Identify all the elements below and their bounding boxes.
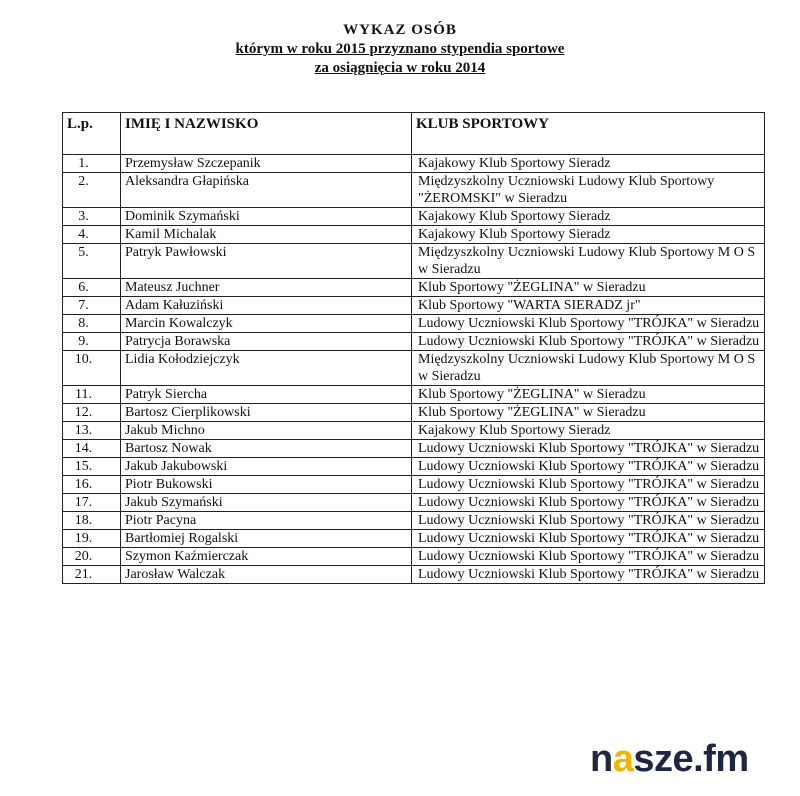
row-number: 6. [63, 279, 121, 297]
row-number: 15. [63, 458, 121, 476]
table-row [63, 476, 765, 494]
row-number: 7. [63, 297, 121, 315]
person-name: Szymon Kaźmierczak [121, 548, 412, 566]
table-row [63, 315, 765, 333]
person-name: Patryk Pawłowski [121, 244, 412, 279]
scholarship-table [62, 112, 765, 584]
table-row [63, 173, 765, 208]
person-name: Przemysław Szczepanik [121, 155, 412, 173]
club-name: Międzyszkolny Uczniowski Ludowy Klub Sportowy "ŻEROMSKI" w Sieradzu [412, 173, 765, 208]
person-name: Jarosław Walczak [121, 566, 412, 584]
row-number: 12. [63, 404, 121, 422]
logo-prefix: n [590, 738, 613, 780]
row-number: 4. [63, 226, 121, 244]
club-name: Ludowy Uczniowski Klub Sportowy "TRÓJKA" w Sieradzu [412, 476, 765, 494]
table-row [63, 279, 765, 297]
club-name: Międzyszkolny Uczniowski Ludowy Klub Sportowy M O S w Sieradzu [412, 351, 765, 386]
club-name: Klub Sportowy "ŻEGLINA" w Sieradzu [412, 279, 765, 297]
person-name: Bartosz Nowak [121, 440, 412, 458]
table-row [63, 351, 765, 386]
club-name: Ludowy Uczniowski Klub Sportowy "TRÓJKA" w Sieradzu [412, 315, 765, 333]
row-number: 18. [63, 512, 121, 530]
person-name: Bartłomiej Rogalski [121, 530, 412, 548]
person-name: Mateusz Juchner [121, 279, 412, 297]
row-number: 19. [63, 530, 121, 548]
table-row [63, 566, 765, 584]
person-name: Adam Kałuziński [121, 297, 412, 315]
document-title: WYKAZ OSÓB [343, 22, 457, 38]
person-name: Jakub Michno [121, 422, 412, 440]
table-row [63, 244, 765, 279]
club-name: Klub Sportowy "ŻEGLINA" w Sieradzu [412, 386, 765, 404]
table-row [63, 530, 765, 548]
header-name: IMIĘ I NAZWISKO [121, 113, 412, 155]
person-name: Lidia Kołodziejczyk [121, 351, 412, 386]
club-name: Kajakowy Klub Sportowy Sieradz [412, 155, 765, 173]
club-name: Ludowy Uczniowski Klub Sportowy "TRÓJKA" w Sieradzu [412, 548, 765, 566]
club-name: Międzyszkolny Uczniowski Ludowy Klub Sportowy M O S w Sieradzu [412, 244, 765, 279]
person-name: Patrycja Borawska [121, 333, 412, 351]
club-name: Klub Sportowy "WARTA SIERADZ jr" [412, 297, 765, 315]
person-name: Aleksandra Głapińska [121, 173, 412, 208]
logo-accent: a [612, 738, 634, 780]
club-name: Ludowy Uczniowski Klub Sportowy "TRÓJKA" w Sieradzu [412, 530, 765, 548]
logo-suffix: sze.fm [633, 738, 749, 780]
club-name: Ludowy Uczniowski Klub Sportowy "TRÓJKA" w Sieradzu [412, 512, 765, 530]
person-name: Patryk Siercha [121, 386, 412, 404]
table-row [63, 226, 765, 244]
club-name: Klub Sportowy "ŻEGLINA" w Sieradzu [412, 404, 765, 422]
row-number: 20. [63, 548, 121, 566]
row-number: 8. [63, 315, 121, 333]
row-number: 17. [63, 494, 121, 512]
document-subtitle: którym w roku 2015 przyznano stypendia sportowe [235, 41, 565, 57]
club-name: Kajakowy Klub Sportowy Sieradz [412, 208, 765, 226]
row-number: 14. [63, 440, 121, 458]
row-number: 5. [63, 244, 121, 279]
row-number: 9. [63, 333, 121, 351]
club-name: Kajakowy Klub Sportowy Sieradz [412, 422, 765, 440]
document-subtitle-year: za osiągnięcia w roku 2014 [314, 60, 486, 76]
table-header-row [63, 113, 765, 155]
row-number: 13. [63, 422, 121, 440]
table-row [63, 440, 765, 458]
table-row [63, 404, 765, 422]
row-number: 1. [63, 155, 121, 173]
person-name: Kamil Michalak [121, 226, 412, 244]
club-name: Ludowy Uczniowski Klub Sportowy "TRÓJKA" w Sieradzu [412, 440, 765, 458]
row-number: 11. [63, 386, 121, 404]
person-name: Dominik Szymański [121, 208, 412, 226]
table-row [63, 386, 765, 404]
person-name: Piotr Bukowski [121, 476, 412, 494]
row-number: 21. [63, 566, 121, 584]
person-name: Jakub Szymański [121, 494, 412, 512]
table-row [63, 297, 765, 315]
club-name: Ludowy Uczniowski Klub Sportowy "TRÓJKA" w Sieradzu [412, 566, 765, 584]
person-name: Piotr Pacyna [121, 512, 412, 530]
row-number: 2. [63, 173, 121, 208]
table-row [63, 208, 765, 226]
club-name: Ludowy Uczniowski Klub Sportowy "TRÓJKA" w Sieradzu [412, 458, 765, 476]
row-number: 10. [63, 351, 121, 386]
table-row [63, 512, 765, 530]
table-row [63, 333, 765, 351]
row-number: 16. [63, 476, 121, 494]
person-name: Jakub Jakubowski [121, 458, 412, 476]
club-name: Ludowy Uczniowski Klub Sportowy "TRÓJKA" w Sieradzu [412, 494, 765, 512]
table-row [63, 422, 765, 440]
header-club: KLUB SPORTOWY [412, 113, 765, 155]
club-name: Ludowy Uczniowski Klub Sportowy "TRÓJKA" w Sieradzu [412, 333, 765, 351]
header-lp: L.p. [63, 113, 121, 155]
table-row [63, 155, 765, 173]
club-name: Kajakowy Klub Sportowy Sieradz [412, 226, 765, 244]
watermark-logo [590, 738, 749, 788]
table-row [63, 494, 765, 512]
row-number: 3. [63, 208, 121, 226]
person-name: Bartosz Cierplikowski [121, 404, 412, 422]
person-name: Marcin Kowalczyk [121, 315, 412, 333]
table-body [63, 155, 765, 584]
table-row [63, 458, 765, 476]
table-row [63, 548, 765, 566]
